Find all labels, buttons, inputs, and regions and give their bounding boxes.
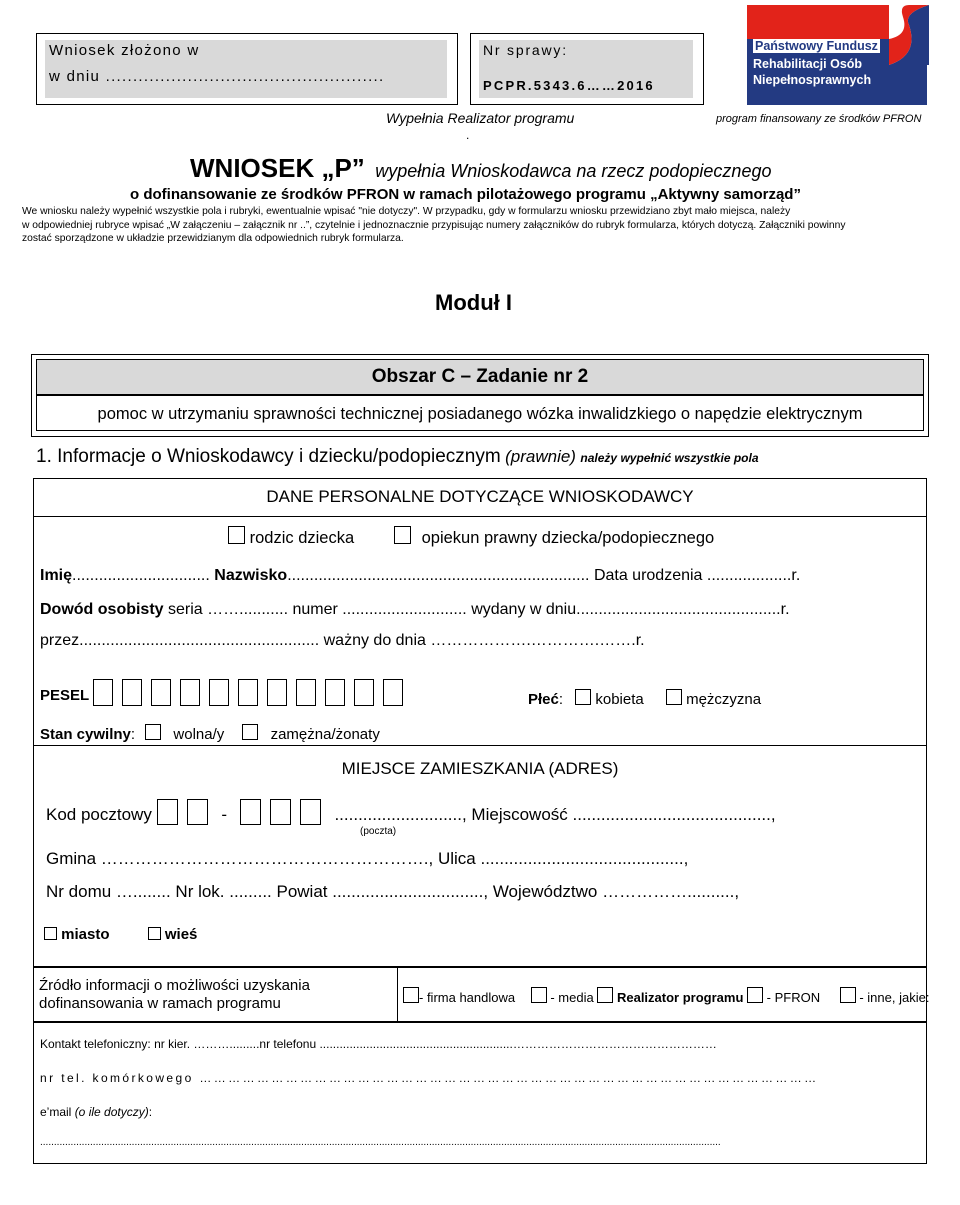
guardian-option[interactable] xyxy=(394,526,714,548)
pesel-digit-box[interactable] xyxy=(383,679,403,706)
email-label: e’mail xyxy=(40,1105,72,1119)
personal-data-box xyxy=(33,478,927,968)
form-title-sub: wypełnia Wnioskodawca na rzecz podopiecznego xyxy=(375,161,772,181)
area-description: pomoc w utrzymaniu sprawności technicznej posiadanego wózka inwalidzkiego o napędzie elektrycznym xyxy=(97,405,863,423)
source-dealer-checkbox[interactable] xyxy=(403,987,419,1003)
personal-header: DANE PERSONALNE DOTYCZĄCE WNIOSKODAWCY xyxy=(266,487,694,506)
section1-note: należy wypełnić wszystkie pola xyxy=(580,451,759,465)
source-dealer-label: - firma handlowa xyxy=(419,990,516,1005)
postal-box[interactable] xyxy=(187,799,208,825)
logo-emblem-icon xyxy=(889,5,929,65)
commune-street-row[interactable]: Gmina …………………………………………………., Ulica ..........................................., xyxy=(46,849,689,868)
male-checkbox[interactable] xyxy=(666,689,682,705)
pesel-digit-box[interactable] xyxy=(296,679,316,706)
city-fields[interactable]: ..........................., Miejscowość .........................................., xyxy=(334,805,776,824)
section1-paren: (prawnie) xyxy=(505,447,576,466)
submission-line1: Wniosek złożono w xyxy=(49,42,200,59)
logo-line2: Rehabilitacji Osób xyxy=(753,57,863,71)
area-box xyxy=(31,354,929,437)
mobile-row[interactable]: nr tel. komórkowego ………………………………………………………………………………………………………………… xyxy=(40,1071,819,1085)
postal-box[interactable] xyxy=(270,799,291,825)
module-title: Moduł I xyxy=(435,290,512,315)
form-subtitle: o dofinansowanie ze środków PFRON w ramach pilotażowego programu „Aktywny samorząd” xyxy=(130,186,801,203)
source-label-2: dofinansowania w ramach programu xyxy=(39,995,281,1012)
last-name-label: Nazwisko xyxy=(214,567,288,584)
instruction-line-2: w odpowiedniej rubryce wpisać „W załączeniu – załącznik nr ..”, czytelnie i jednoznacznie przypisując numery załączników do rubryk formularza, których dotyczą. Załączniki powinny xyxy=(22,220,846,231)
name-row[interactable] xyxy=(40,567,800,585)
first-name-field[interactable]: ............................... xyxy=(72,567,210,584)
pesel-digit-box[interactable] xyxy=(238,679,258,706)
birth-date-field[interactable]: ...................r. xyxy=(706,567,801,584)
pesel-digit-box[interactable] xyxy=(180,679,200,706)
married-checkbox[interactable] xyxy=(242,724,258,740)
area-title: Obszar C – Zadanie nr 2 xyxy=(371,366,589,387)
city-label: miasto xyxy=(61,926,110,943)
pesel-digit-box[interactable] xyxy=(151,679,171,706)
pfron-note: program finansowany ze środków PFRON xyxy=(716,113,922,125)
source-media-checkbox[interactable] xyxy=(531,987,547,1003)
contact-box xyxy=(33,1022,927,1164)
pesel-digit-box[interactable] xyxy=(122,679,142,706)
last-name-field[interactable]: .................................................................... xyxy=(287,567,590,584)
form-title xyxy=(190,153,771,184)
gender-row[interactable]: Płeć: kobieta mężczyzna xyxy=(528,691,762,708)
parent-checkbox[interactable] xyxy=(228,526,245,544)
postal-row[interactable] xyxy=(46,799,776,825)
male-label: mężczyzna xyxy=(686,691,762,708)
female-checkbox[interactable] xyxy=(575,689,591,705)
pesel-digit-box[interactable] xyxy=(267,679,287,706)
form-title-main: WNIOSEK „P” xyxy=(190,153,365,183)
instruction-line-1: We wniosku należy wypełnić wszystkie pola i rubryki, ewentualnie wpisać "nie dotyczy". W przypadku, gdy w formularzu wniosku przewidziano zbyt mało miejsca, należy xyxy=(22,206,791,217)
submission-line2[interactable]: w dniu ................................................... xyxy=(49,68,385,85)
source-realizator-checkbox[interactable] xyxy=(597,987,613,1003)
post-office-hint: (poczta) xyxy=(360,826,397,837)
gender-label: Płeć xyxy=(528,691,559,708)
city-checkbox[interactable] xyxy=(44,927,57,940)
guardian-label: opiekun prawny dziecka/podopiecznego xyxy=(421,529,715,547)
locality-row[interactable] xyxy=(44,926,197,943)
section1-heading xyxy=(36,446,759,468)
first-name-label: Imię xyxy=(40,567,73,584)
house-number-row[interactable]: Nr domu …........ Nr lok. ......... Powiat ................................, Województwo …………….........., xyxy=(46,882,740,901)
pfron-logo xyxy=(747,5,927,105)
dot: . xyxy=(466,128,470,142)
marital-label: Stan cywilny xyxy=(40,726,131,743)
case-number-box xyxy=(470,33,704,105)
section1-title: 1. Informacje o Wnioskodawcy i dziecku/podopiecznym xyxy=(36,446,501,467)
info-source-box xyxy=(33,966,930,1022)
case-number-label: Nr sprawy: xyxy=(483,42,568,58)
birth-date-label: Data urodzenia xyxy=(593,567,703,584)
source-other-label: - inne, jakie: xyxy=(859,990,930,1005)
postal-box[interactable] xyxy=(240,799,261,825)
pesel-boxes[interactable] xyxy=(93,687,412,704)
pesel-label: PESEL xyxy=(40,687,90,704)
pesel-digit-box[interactable] xyxy=(325,679,345,706)
single-checkbox[interactable] xyxy=(145,724,161,740)
email-field[interactable]: ..................................................................................................................................................................................................................................................... xyxy=(40,1137,721,1148)
postal-dash: - xyxy=(221,805,227,824)
id-card-row[interactable] xyxy=(40,601,790,619)
parent-label: rodzic dziecka xyxy=(249,529,355,547)
female-label: kobieta xyxy=(595,691,644,708)
source-pfron-label: - PFRON xyxy=(766,990,821,1005)
married-label: zamężna/żonaty xyxy=(270,726,380,743)
submission-box xyxy=(36,33,458,105)
village-label: wieś xyxy=(164,926,198,943)
source-other-checkbox[interactable] xyxy=(840,987,856,1003)
village-checkbox[interactable] xyxy=(148,927,161,940)
issued-by-row[interactable]: przez...................................................... ważny do dnia ……………….………….…….r. xyxy=(40,632,645,649)
email-row[interactable]: e’mail (o ile dotyczy): xyxy=(40,1105,153,1119)
realizator-note: Wypełnia Realizator programu xyxy=(386,110,575,126)
pesel-digit-box[interactable] xyxy=(93,679,113,706)
phone-row[interactable]: Kontakt telefoniczny: nr kier. ……….........nr telefonu ..........................................................…………………………………………… xyxy=(40,1037,717,1051)
parent-option[interactable] xyxy=(228,526,354,548)
source-realizator-label: Realizator programu xyxy=(616,990,744,1005)
instruction-line-3: zostać sporządzone w układzie przewidzianym dla odpowiednich rubryk formularza. xyxy=(22,233,404,244)
logo-line3: Niepełnosprawnych xyxy=(753,73,872,87)
postal-label: Kod pocztowy xyxy=(46,805,152,824)
case-number-value[interactable]: PCPR.5343.6……2016 xyxy=(483,78,655,93)
postal-box[interactable] xyxy=(157,799,178,825)
address-header: MIEJSCE ZAMIESZKANIA (ADRES) xyxy=(341,759,619,778)
id-card-label: Dowód osobisty xyxy=(40,601,164,618)
id-card-fields[interactable]: seria ……........... numer ............................ wydany w dniu..............................................r. xyxy=(163,601,790,618)
email-hint: (o ile dotyczy) xyxy=(74,1105,149,1119)
single-label: wolna/y xyxy=(173,726,225,743)
marital-row[interactable]: Stan cywilny: wolna/y zamężna/żonaty xyxy=(40,726,380,743)
pesel-digit-box[interactable] xyxy=(354,679,374,706)
pesel-digit-box[interactable] xyxy=(209,679,229,706)
source-label-1: Źródło informacji o możliwości uzyskania xyxy=(39,977,310,994)
postal-box[interactable] xyxy=(300,799,321,825)
guardian-checkbox[interactable] xyxy=(394,526,411,544)
source-media-label: - media xyxy=(550,990,594,1005)
source-pfron-checkbox[interactable] xyxy=(747,987,763,1003)
source-options[interactable] xyxy=(403,987,929,1005)
logo-line1: Państwowy Fundusz xyxy=(755,39,878,53)
pesel-row[interactable] xyxy=(40,679,412,706)
